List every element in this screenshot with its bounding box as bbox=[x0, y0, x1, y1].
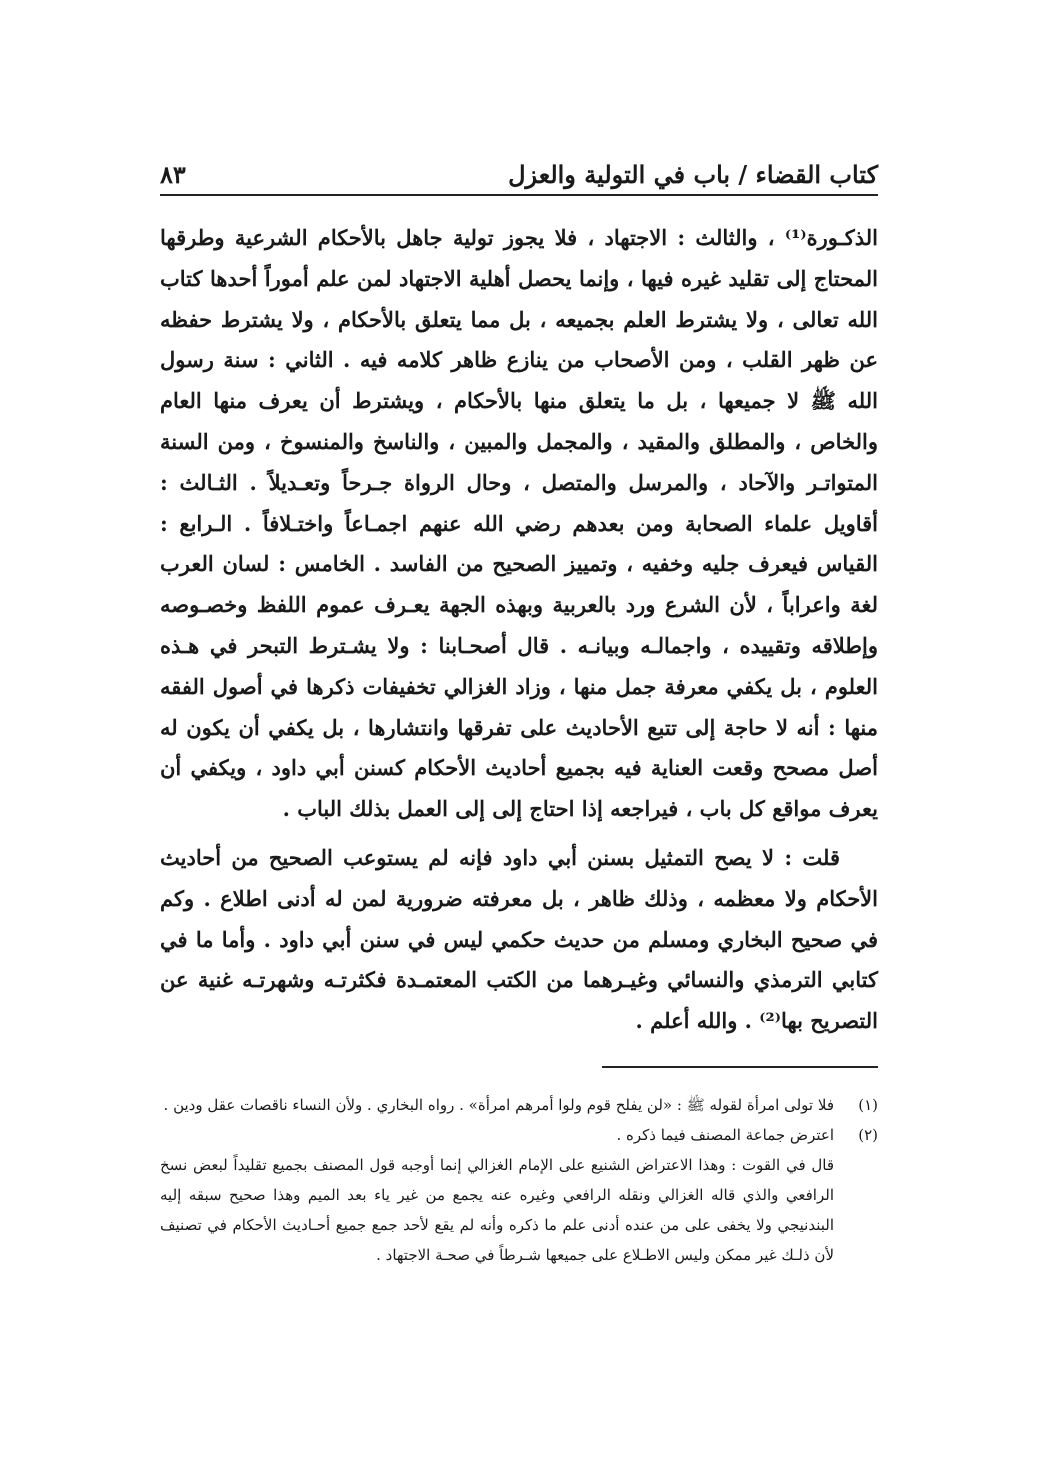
body-paragraph: الذكـورة⁽¹⁾ ، والثالث : الاجتهاد ، فلا يجوز تولية جاهل بالأحكام الشرعية وطرقها المحتاج إلى تقليد غيره فيها ، وإنما يحصل أهلية الاجتهاد لمن علم أموراً أحدها كتاب الله تعالى ، ولا يشترط العلم بجميعه ، بل مما يتعلق بالأحكام ، ولا يشترط حفظه عن ظهر القلب ، ومن الأصحاب من ينازع ظاهر كلامه فيه . الثاني : سنة رسول الله ﷺ لا جميعها ، بل ما يتعلق منها بالأحكام ، ويشترط أن يعرف منها العام والخاص ، والمطلق والمقيد ، والمجمل والمبين ، والناسخ والمنسوخ ، ومن السنة المتواتـر والآحاد ، والمرسل والمتصل ، وحال الرواة جـرحاً وتعـديلاً . الثـالث : أقاويل علماء الصحابة ومن بعدهم رضي الله عنهم اجمـاعاً واختـلافاً . الـرابع : القياس فيعرف جليه وخفيه ، وتمييز الصحيح من الفاسد . الخامس : لسان العرب لغة واعراباً ، لأن الشرع ورد بالعربية وبهذه الجهة يعـرف عموم اللفظ وخصـوصه وإطلاقه وتقييده ، واجمالـه وبيانـه . قال أصحـابنا : ولا يشـترط التبحر في هـذه العلوم ، بل يكفي معرفة جمل منها ، وزاد الغزالي تخفيفات ذكرها في أصول الفقه منها : أنه لا حاجة إلى تتبع الأحاديث على تفرقها وانتشارها ، بل يكفي أن يكون له أصل مصحح وقعت العناية فيه بجميع أحاديث الأحكام كسنن أبي داود ، ويكفي أن يعرف مواقع كل باب ، فيراجعه إذا احتاج إلى إلى العمل بذلك الباب . bbox=[160, 225, 879, 822]
footnote-item bbox=[160, 1090, 878, 1120]
footnote-number: (٢) bbox=[858, 1126, 878, 1144]
footnote-body bbox=[160, 1090, 834, 1120]
footnotes bbox=[160, 1090, 878, 1270]
footnote-text: فلا تولى امرأة لقوله ﷺ : «لن يفلح قوم ولوا أمرهم امرأة» . رواه البخاري . ولأن النساء ناقصات عقل ودين . bbox=[163, 1096, 834, 1114]
main-text bbox=[160, 218, 878, 1042]
footnote-separator bbox=[602, 1066, 878, 1068]
footnote-text: قال في القوت : وهذا الاعتراض الشنيع على الإمام الغزالي إنما أوجبه قول المصنف بجميع تقليداً لبعض نسخ الرافعي والذي قاله الغزالي ونقله الرافعي وغيره عنه يجمع من غير ياء بعد الميم وهذا صحيح سبقه إليه البندنيجي ولا يخفى على من عنده أدنى علم ما ذكره وأنه لم يقع لأحد جمع جميع أحـاديث الأحكام في تصنيف لأن ذلـك غير ممكن وليس الاطـلاع على جميعها شـرطاً في صحـة الاجتهاد . bbox=[160, 1156, 834, 1264]
running-title: كتاب القضاء / باب في التولية والعزل bbox=[508, 159, 878, 189]
footnote-number: (١) bbox=[858, 1096, 878, 1114]
footnote-text: اعترض جماعة المصنف فيما ذكره . bbox=[616, 1126, 834, 1144]
footnote-body bbox=[160, 1120, 834, 1270]
body-paragraph: قلت : لا يصح التمثيل بسنن أبي داود فإنه لم يستوعب الصحيح من أحاديث الأحكام ولا معظمه ، وذلك ظاهر ، بل معرفته ضرورية لمن له أدنى اطلاع . وكم في صحيح البخاري ومسلم من حديث حكمي ليس في سنن أبي داود . وأما ما في كتابي الترمذي والنسائي وغيـرهما من الكتب المعتمـدة فكثرتـه وشهرتـه غنية عن التصريح بها⁽²⁾ . والله أعلم . bbox=[160, 844, 878, 1034]
page-header bbox=[160, 140, 878, 190]
page-number: ٨٣ bbox=[160, 159, 186, 189]
footnote-item bbox=[160, 1120, 878, 1270]
header-rule bbox=[160, 194, 878, 196]
